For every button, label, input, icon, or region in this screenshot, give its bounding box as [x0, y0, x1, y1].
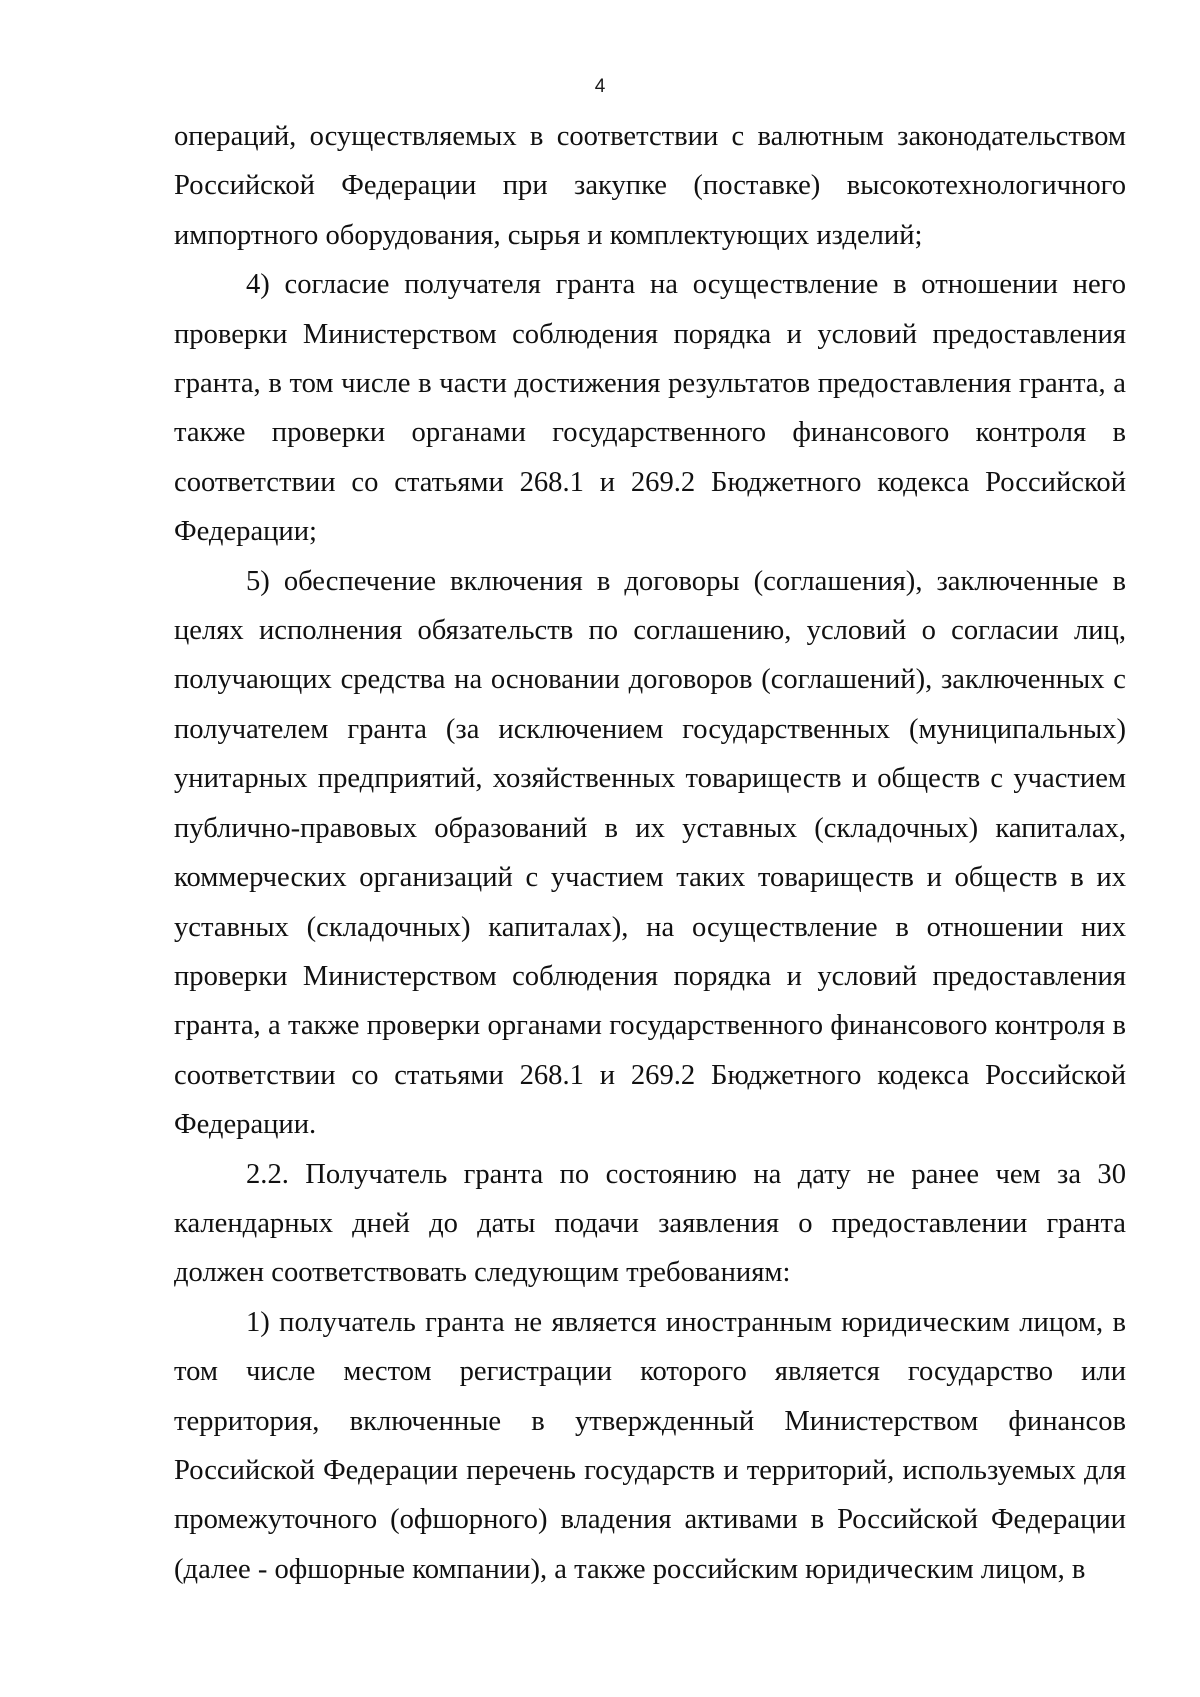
page-number: 4 [594, 76, 606, 97]
paragraph-item-5: 5) обеспечение включения в договоры (соглашения), заключенные в целях исполнения обязательств по соглашению, условий о согласии лиц, получающих средства на основании договоров (соглашений), заключенных с получателем гранта (за исключением государственных (муниципальных) унитарных предприятий, хозяйственных товариществ и обществ с участием публично-правовых образований в их уставных (складочных) капиталах, коммерческих организаций с участием таких товариществ и обществ в их уставных (складочных) капиталах), на осуществление в отношении них проверки Министерством соблюдения порядка и условий предоставления гранта, а также проверки органами государственного финансового контроля в соответствии со статьями 268.1 и 269.2 Бюджетного кодекса Российской Федерации. [174, 565, 1126, 1141]
paragraph-item-4: 4) согласие получателя гранта на осуществление в отношении него проверки Министерством соблюдения порядка и условий предоставления гранта, в том числе в части достижения результатов предоставления гранта, а также проверки органами государственного финансового контроля в соответствии со статьями 268.1 и 269.2 Бюджетного кодекса Российской Федерации; [174, 269, 1126, 548]
paragraph-section-2-2: 2.2. Получатель гранта по состоянию на дату не ранее чем за 30 календарных дней до даты подачи заявления о предоставлении гранта должен соответствовать следующим требованиям: [174, 1158, 1126, 1289]
document-body [174, 112, 1126, 1594]
paragraph-continuation: операций, осуществляемых в соответствии с валютным законодательством Российской Федерации при закупке (поставке) высокотехнологичного импортного оборудования, сырья и комплектующих изделий; [174, 121, 1126, 251]
paragraph-item-1: 1) получатель гранта не является иностранным юридическим лицом, в том числе местом регистрации которого является государство или территория, включенные в утвержденный Министерством финансов Российской Федерации перечень государств и территорий, используемых для промежуточного (офшорного) владения активами в Российской Федерации (далее - офшорные компании), а также российским юридическим лицом, в [174, 1306, 1126, 1585]
